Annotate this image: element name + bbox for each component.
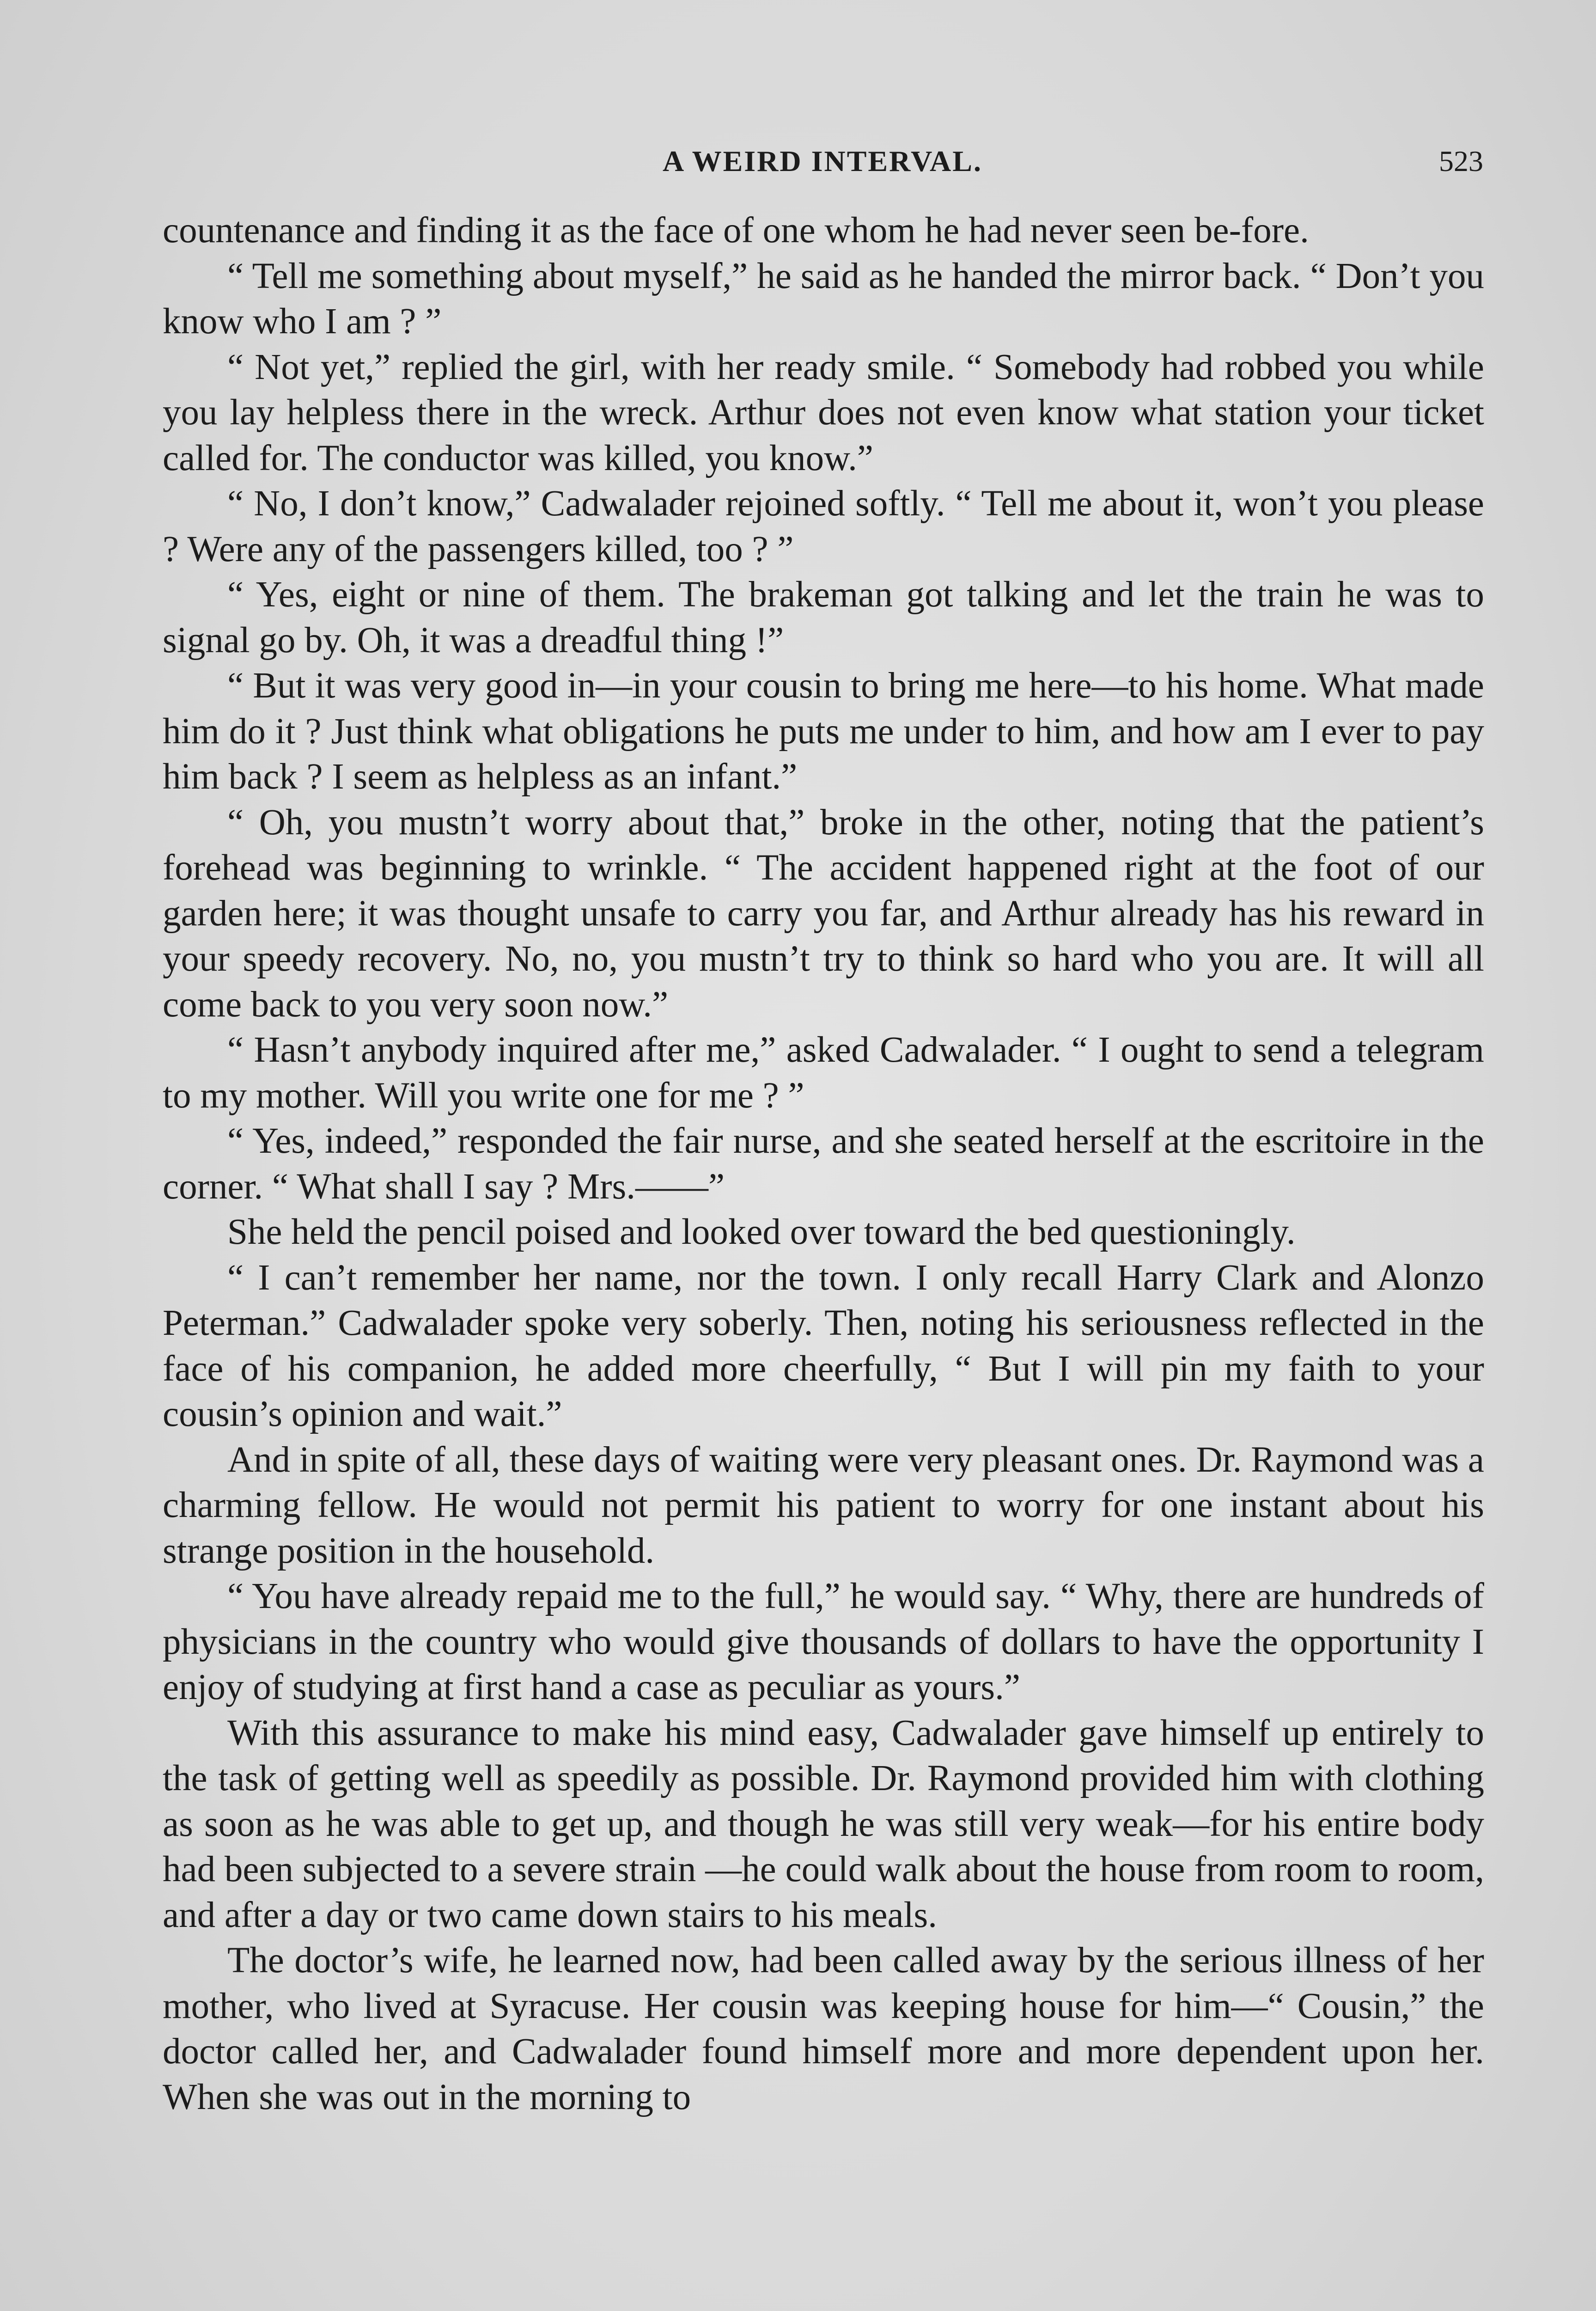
paragraph: With this assurance to make his mind easy, Cadwalader gave himself up entirely to the task of getting well as speedily as possible. Dr. Raymond provided him with clothing as soon as he was able to get up, and though he was still very weak—for his entire body had been subjected to a severe strain —he could walk about the house from room to room, and after a day or two came down stairs to his meals. <box>163 1712 1484 1935</box>
paragraph: And in spite of all, these days of waiting were very pleasant ones. Dr. Raymond was a charming fellow. He would not permit his patient to worry for one instant about his strange position in the household. <box>163 1439 1484 1571</box>
paragraph: “ Not yet,” replied the girl, with her ready smile. “ Somebody had robbed you while you lay helpless there in the wreck. Arthur does not even know what station your ticket called for. The conductor was killed, you know.” <box>163 347 1484 478</box>
paragraph: “ Oh, you mustn’t worry about that,” broke in the other, noting that the patient’s forehead was beginning to wrinkle. “ The accident happened right at the foot of our garden here; it was thought unsafe to carry you far, and Arthur already has his reward in your speedy recovery. No, no, you mustn’t try to think so hard who you are. It will all come back to you very soon now.” <box>163 802 1484 1025</box>
page-header <box>162 139 1483 190</box>
paragraph: “ But it was very good in—in your cousin to bring me here—to his home. What made him do it ? Just think what obligations he puts me under to him, and how am I ever to pay him back ? I seem as helpless as an infant.” <box>163 666 1484 797</box>
paragraph: “ Tell me something about myself,” he said as he handed the mirror back. “ Don’t you know who I am ? ” <box>163 256 1484 342</box>
paragraph: “ Yes, indeed,” responded the fair nurse, and she seated herself at the escritoire in the corner. “ What shall I say ? Mrs.——” <box>163 1121 1484 1207</box>
running-head: A WEIRD INTERVAL. <box>663 145 982 177</box>
paragraph: countenance and finding it as the face of one whom he had never seen be-fore. <box>163 210 1309 251</box>
paragraph: The doctor’s wife, he learned now, had been called away by the serious illness of her mother, who lived at Syracuse. Her cousin was keeping house for him—“ Cousin,” the doctor called her, and Cadwalader found himself more and more dependent upon her. When she was out in the morning to <box>163 1940 1484 2117</box>
paragraph: “ No, I don’t know,” Cadwalader rejoined softly. “ Tell me about it, won’t you please ? Were any of the passengers killed, too ? ” <box>163 483 1484 569</box>
paragraph: “ Yes, eight or nine of them. The brakeman got talking and let the train he was to signal go by. Oh, it was a dreadful thing !” <box>163 575 1484 660</box>
page-number: 523 <box>1439 145 1483 177</box>
paragraph: “ I can’t remember her name, nor the town. I only recall Harry Clark and Alonzo Peterman.” Cadwalader spoke very soberly. Then, noting his seriousness reflected in the face of his companion, he added more cheerfully, “ But I will pin my faith to your cousin’s opinion and wait.” <box>163 1257 1484 1434</box>
paragraph: “ Hasn’t anybody inquired after me,” asked Cadwalader. “ I ought to send a telegram to my mother. Will you write one for me ? ” <box>163 1030 1484 1116</box>
paragraph: She held the pencil poised and looked over toward the bed questioningly. <box>227 1212 1296 1252</box>
paragraph: “ You have already repaid me to the full,” he would say. “ Why, there are hundreds of physicians in the country who would give thousands of dollars to have the opportunity I enjoy of studying at first hand a case as peculiar as yours.” <box>163 1576 1484 1707</box>
body-text <box>163 208 1484 2120</box>
